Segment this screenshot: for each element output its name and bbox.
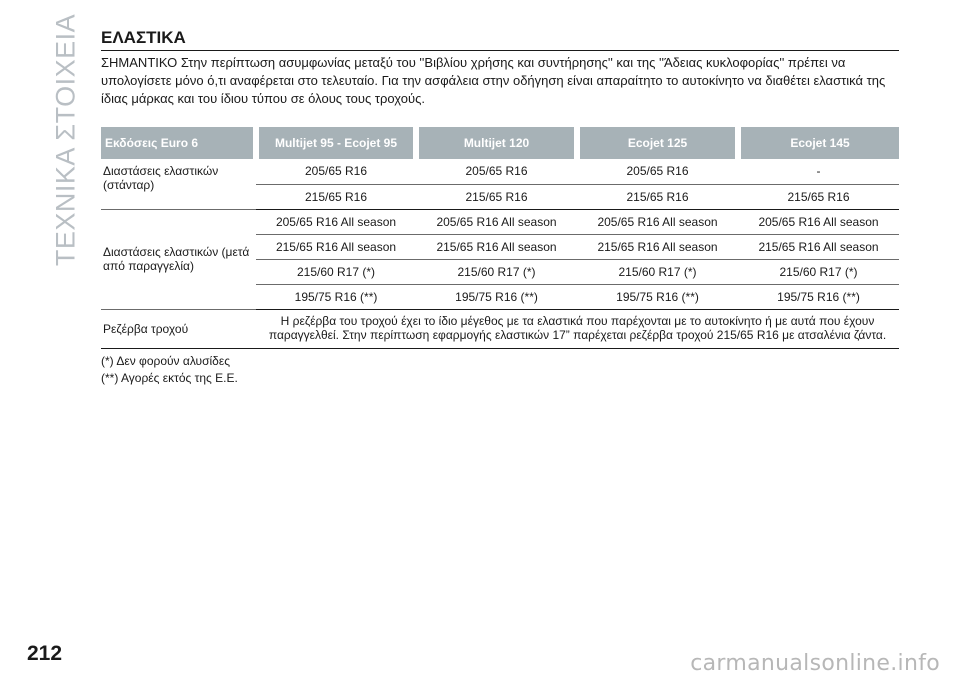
table-cell: 215/65 R16 All season	[577, 234, 738, 259]
table-header-row	[101, 127, 899, 159]
table-cell: 215/65 R16 All season	[738, 234, 899, 259]
footnote-chains: (*) Δεν φορούν αλυσίδες	[101, 353, 230, 368]
section-title: ΕΛΑΣΤΙΚΑ	[101, 28, 899, 51]
table-cell: 195/75 R16 (**)	[577, 284, 738, 309]
standard-sizes-label: Διαστάσεις ελαστικών (στάνταρ)	[101, 159, 256, 209]
table-cell: 215/65 R16 All season	[416, 234, 577, 259]
table-cell: 205/65 R16 All season	[256, 209, 416, 234]
table-cell: 195/75 R16 (**)	[256, 284, 416, 309]
table-cell: 205/65 R16	[256, 159, 416, 184]
table-cell: 215/60 R17 (*)	[577, 259, 738, 284]
intro-paragraph: ΣΗΜΑΝΤΙΚΟ Στην περίπτωση ασυμφωνίας μεταξύ του ''Βιβλίου χρήσης και συντήρησης'' και της ''Άδειας κυκλοφορίας'' πρέπει να υπολογίσετε μόνο ό,τι αναφέρεται στο τελευταίο. Για την ασφάλεια στην οδήγηση είναι απαραίτητο το αυτοκίνητο να διαθέτει ελαστικά της ίδιας μάρκας και του ίδιου τύπου σε όλους τους τροχούς.	[101, 55, 886, 106]
page-content	[101, 28, 899, 387]
table-cell: 195/75 R16 (**)	[738, 284, 899, 309]
header-multijet-120: Multijet 120	[416, 127, 577, 159]
table-cell: 205/65 R16 All season	[577, 209, 738, 234]
table-row	[101, 309, 899, 348]
table-cell: 215/60 R17 (*)	[416, 259, 577, 284]
table-cell: -	[738, 159, 899, 184]
table-cell: 215/65 R16	[256, 184, 416, 209]
table-cell: 215/65 R16	[738, 184, 899, 209]
header-ecojet-125: Ecojet 125	[577, 127, 738, 159]
footnotes	[101, 353, 899, 387]
table-cell: 205/65 R16	[577, 159, 738, 184]
page-number: 212	[27, 642, 63, 665]
table-cell: 215/65 R16	[577, 184, 738, 209]
header-multijet-95: Multijet 95 - Ecojet 95	[256, 127, 416, 159]
table-cell: 205/65 R16	[416, 159, 577, 184]
table-cell: 195/75 R16 (**)	[416, 284, 577, 309]
chapter-side-tab-label: ΤΕΧΝΙΚΑ ΣΤΟΙΧΕΙΑ	[50, 13, 81, 267]
spare-wheel-text: Η ρεζέρβα του τροχού έχει το ίδιο μέγεθος με τα ελαστικά που παρέχονται με το αυτοκίνητο ή με αυτά που έχουν παραγγελθεί. Στην περίπτωση εφαρμογής ελαστικών 17” παρέχεται ρεζέρβα τροχού 215/65 R16 με ατσαλένια ζάντα.	[256, 309, 899, 348]
table-cell: 205/65 R16 All season	[416, 209, 577, 234]
table-cell: 215/65 R16 All season	[256, 234, 416, 259]
footnote-non-eu: (**) Αγορές εκτός της Ε.Ε.	[101, 370, 238, 385]
tire-sizes-table	[101, 127, 899, 349]
table-cell: 215/60 R17 (*)	[738, 259, 899, 284]
table-row	[101, 159, 899, 184]
table-cell: 205/65 R16 All season	[738, 209, 899, 234]
chapter-side-tab	[44, 13, 88, 267]
table-cell: 215/65 R16	[416, 184, 577, 209]
table-cell: 215/60 R17 (*)	[256, 259, 416, 284]
spare-wheel-label: Ρεζέρβα τροχού	[101, 309, 256, 348]
table-row	[101, 209, 899, 234]
header-versions: Εκδόσεις Euro 6	[101, 127, 256, 159]
watermark-text: carmanualsonline.info	[690, 651, 940, 676]
header-ecojet-145: Ecojet 145	[738, 127, 899, 159]
order-sizes-label: Διαστάσεις ελαστικών (μετά από παραγγελία)	[101, 209, 256, 309]
